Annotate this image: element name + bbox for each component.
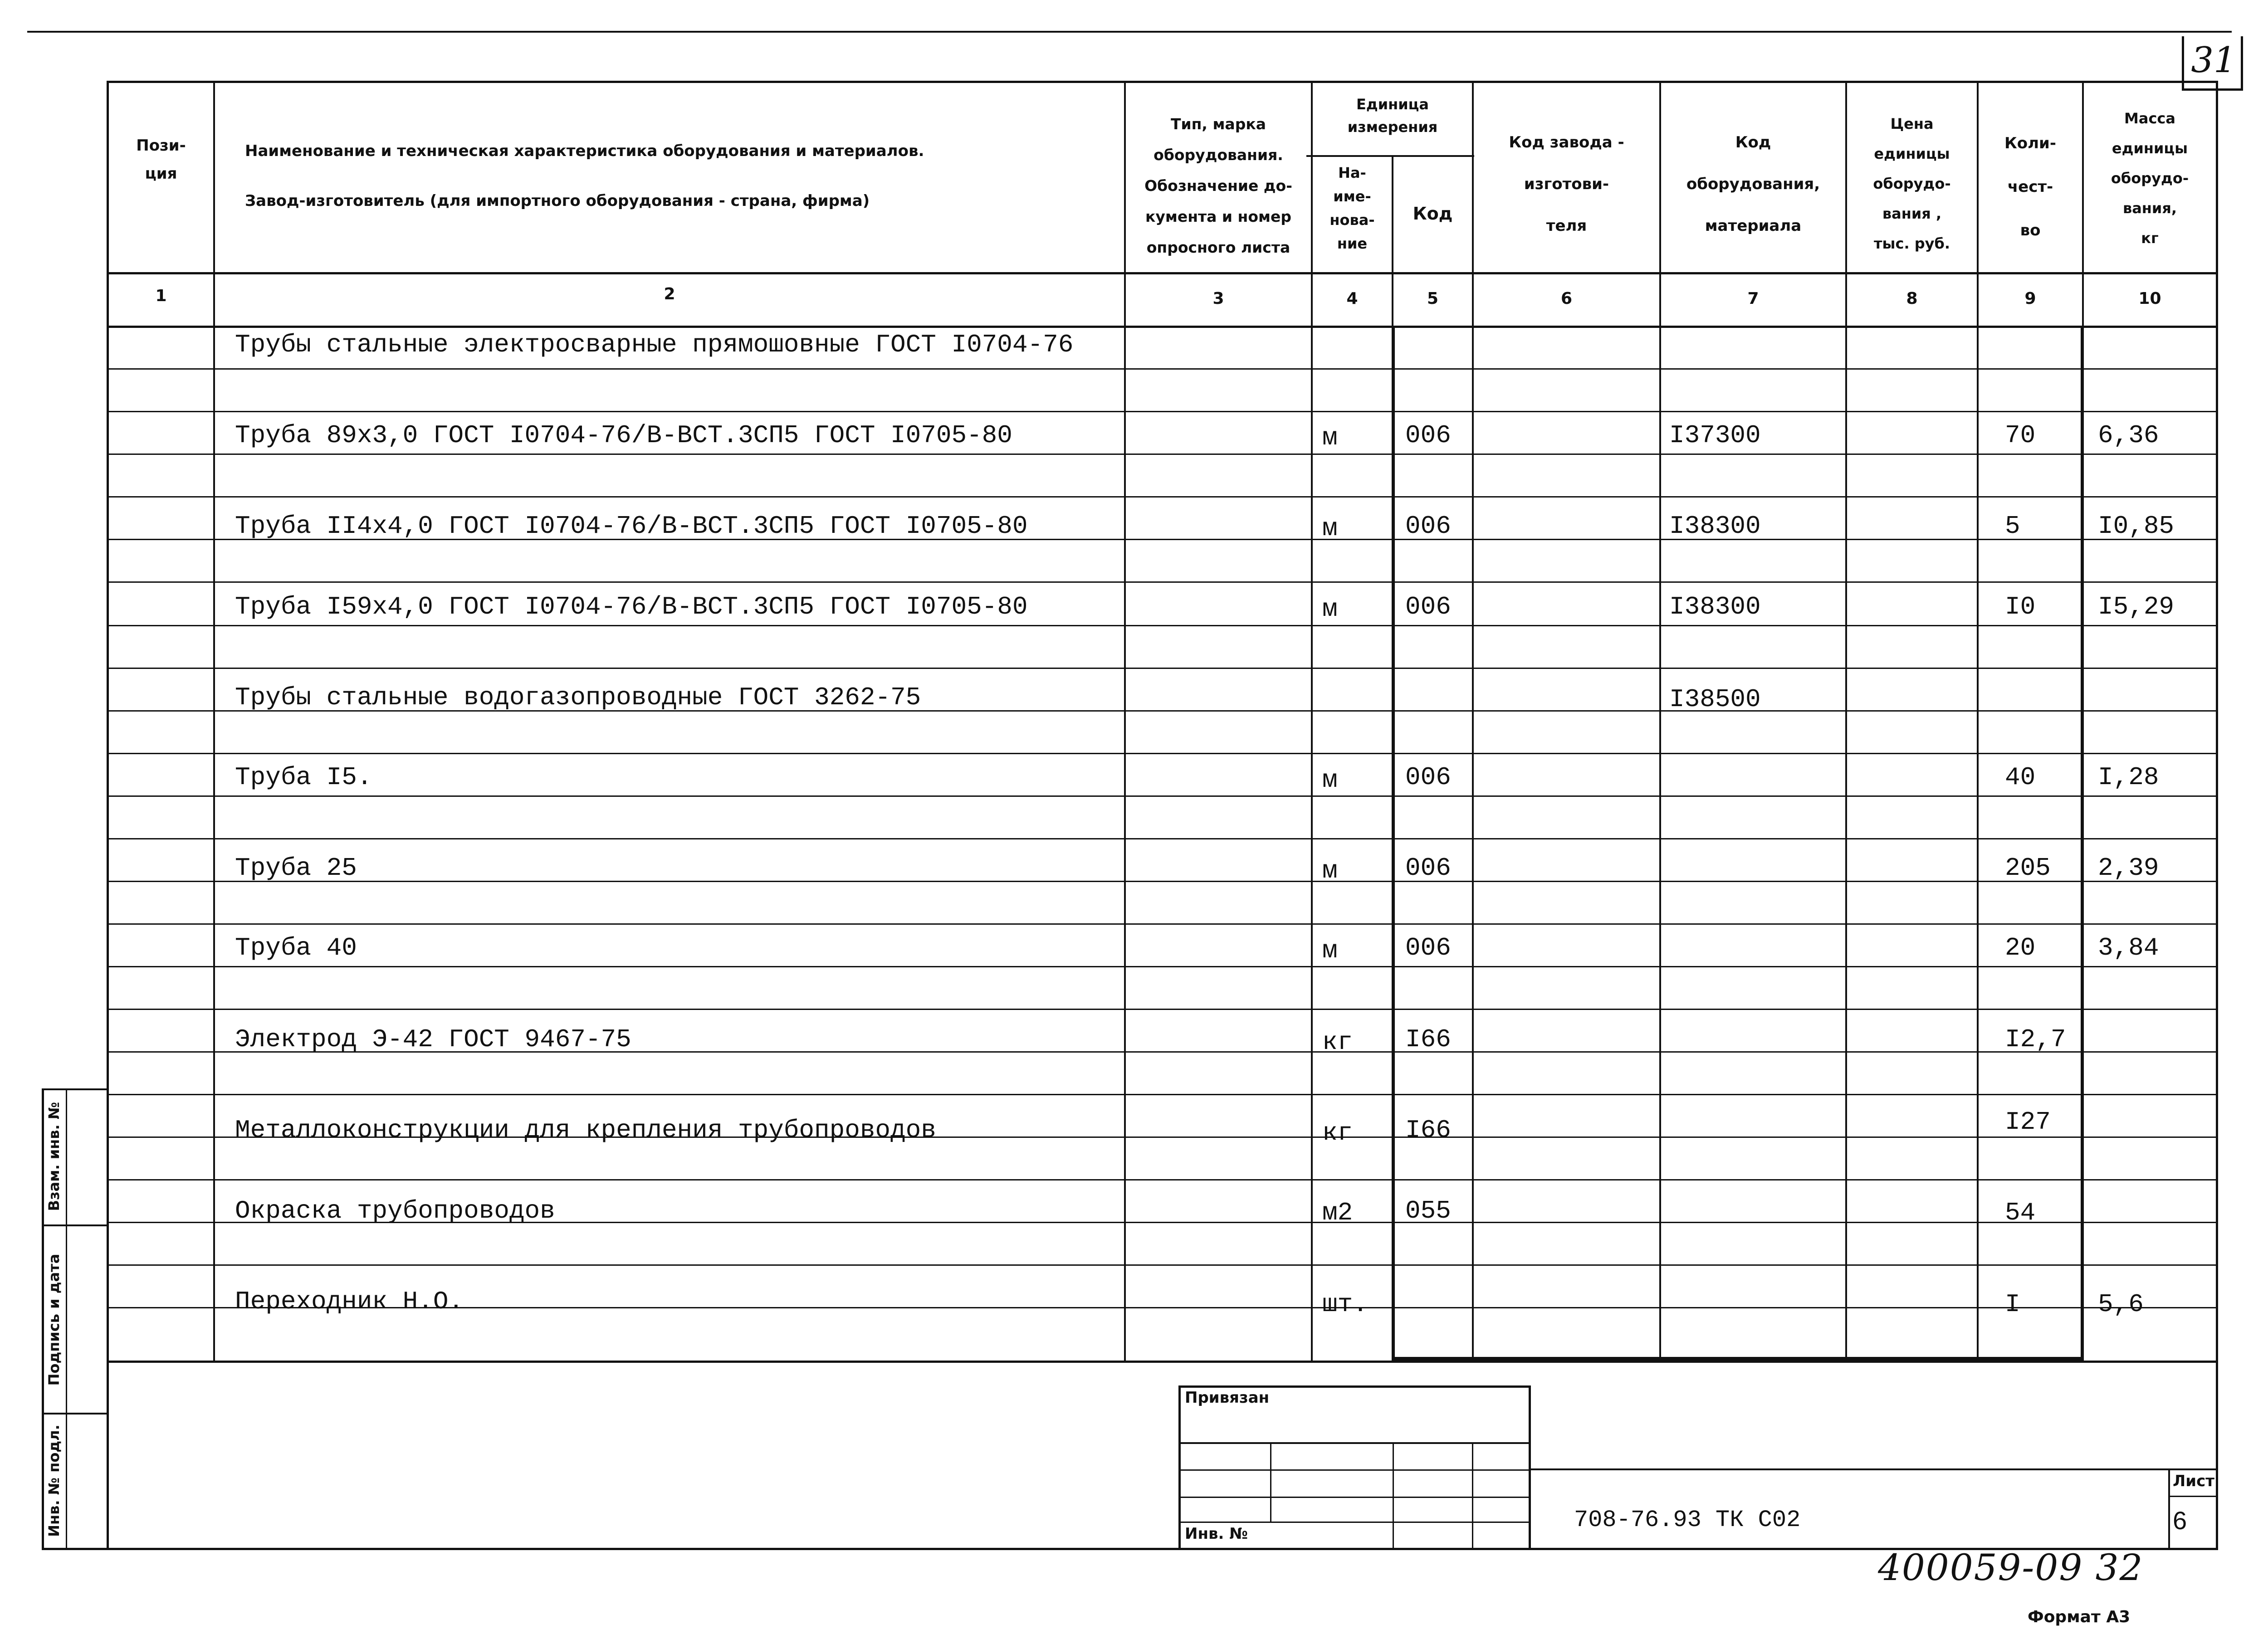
unit-name: м: [1322, 595, 1338, 624]
unit-code: 006: [1405, 512, 1451, 541]
material-code: I38300: [1669, 512, 1761, 541]
document-code: 708-76.93 ТК С02: [1574, 1507, 1801, 1533]
quantity: I27: [2005, 1107, 2051, 1136]
unit-code: 006: [1405, 421, 1451, 450]
side-label-signature: Подпись и дата: [45, 1254, 63, 1386]
unit-code: 006: [1405, 854, 1451, 883]
unit-code: I66: [1405, 1116, 1451, 1145]
unit-code: 006: [1405, 763, 1451, 792]
unit-mass: 5,6: [2098, 1290, 2144, 1319]
unit-code: 006: [1405, 933, 1451, 962]
unit-code: 055: [1405, 1196, 1451, 1225]
unit-code: I66: [1405, 1025, 1451, 1054]
quantity: I0: [2005, 592, 2036, 621]
column-number: 1: [155, 287, 167, 305]
item-name: Труба 25: [235, 854, 357, 883]
column-number: 8: [1906, 289, 1918, 308]
unit-name: м2: [1322, 1198, 1353, 1227]
sheet-number: 6: [2173, 1506, 2187, 1535]
header-price: Цена единицы оборудо- вания , тыс. руб.: [1873, 115, 1951, 252]
column-number: 7: [1747, 289, 1759, 308]
unit-name: м: [1322, 856, 1338, 885]
unit-name: м: [1322, 936, 1338, 965]
column-number: 9: [2024, 289, 2036, 308]
unit-name: м: [1322, 423, 1338, 452]
column-number: 10: [2138, 289, 2161, 308]
side-label-original-inventory: Инв. № подл.: [45, 1424, 63, 1537]
header-mass: Масса единицы оборудо- вания, кг: [2111, 110, 2189, 247]
item-name: Металлоконструкции для крепления трубопроводов: [235, 1116, 936, 1145]
unit-name: шт.: [1322, 1290, 1368, 1319]
unit-name: м: [1322, 514, 1338, 543]
header-unit-name: На- име- нова- ние: [1330, 164, 1375, 252]
column-number: 4: [1346, 289, 1358, 308]
item-name: Окраска трубопроводов: [235, 1196, 555, 1225]
item-name: Труба 40: [235, 933, 357, 962]
sheet-label: Лист: [2173, 1472, 2214, 1490]
column-number: 2: [664, 285, 675, 303]
header-unit-group: Единица измерения: [1347, 96, 1438, 136]
inventory-number-label: Инв. №: [1185, 1525, 1248, 1543]
unit-name: кг: [1322, 1028, 1353, 1057]
header-unit-code: Код: [1413, 204, 1453, 224]
material-code: I38500: [1669, 685, 1761, 714]
quantity: 40: [2005, 763, 2036, 792]
quantity: 205: [2005, 854, 2051, 883]
header-material-code: Код оборудования, материала: [1686, 133, 1820, 235]
sheet-number-top: 31: [2191, 40, 2236, 81]
unit-code: 006: [1405, 592, 1451, 621]
quantity: 5: [2005, 512, 2020, 541]
item-name: Переходник Н.О.: [235, 1287, 464, 1316]
item-name: Труба 89х3,0 ГОСТ I0704-76/В-ВСТ.3СП5 ГОСТ I0705-80: [235, 421, 1012, 450]
unit-mass: 3,84: [2098, 933, 2159, 962]
header-position: Пози- ция: [136, 137, 186, 183]
header-type: Тип, марка оборудования. Обозначение до- кумента и номер опросного листа: [1144, 115, 1292, 256]
header-quantity: Коли- чест- во: [2004, 134, 2056, 239]
unit-name: м: [1322, 766, 1338, 795]
column-number: 5: [1427, 289, 1439, 308]
unit-name: кг: [1322, 1118, 1353, 1147]
quantity: I: [2005, 1290, 2020, 1319]
side-label-replacement: Взам. инв. №: [45, 1102, 63, 1211]
unit-mass: 2,39: [2098, 854, 2159, 883]
item-name: Труба I59х4,0 ГОСТ I0704-76/В-ВСТ.3СП5 ГОСТ I0705-80: [235, 592, 1028, 621]
quantity: 54: [2005, 1198, 2036, 1227]
item-name: Труба I5.: [235, 763, 372, 792]
column-number: 3: [1212, 289, 1224, 308]
quantity: I2,7: [2005, 1025, 2066, 1054]
item-name: Электрод Э-42 ГОСТ 9467-75: [235, 1025, 631, 1054]
privyazan-label: Привязан: [1185, 1389, 1270, 1407]
header-name: Наименование и техническая характеристика оборудования и материалов. Завод-изготовитель (для импортного оборудования - страна, фирма): [245, 142, 924, 210]
column-number: 6: [1560, 289, 1573, 308]
item-name: Труба II4х4,0 ГОСТ I0704-76/В-ВСТ.3СП5 ГОСТ I0705-80: [235, 512, 1028, 541]
unit-mass: I,28: [2098, 763, 2159, 792]
unit-mass: I0,85: [2098, 512, 2175, 541]
item-name: Трубы стальные водогазопроводные ГОСТ 3262-75: [235, 683, 921, 712]
material-code: I38300: [1669, 592, 1761, 621]
quantity: 20: [2005, 933, 2036, 962]
unit-mass: 6,36: [2098, 421, 2159, 450]
material-code: I37300: [1669, 421, 1761, 450]
handwritten-number: 400059-09 32: [1878, 1546, 2144, 1589]
header-factory-code: Код завода - изготови- теля: [1509, 133, 1624, 235]
unit-mass: I5,29: [2098, 592, 2175, 621]
item-name: Трубы стальные электросварные прямошовные ГОСТ I0704-76: [235, 330, 1074, 359]
quantity: 70: [2005, 421, 2036, 450]
format-label: Формат А3: [2028, 1608, 2131, 1626]
